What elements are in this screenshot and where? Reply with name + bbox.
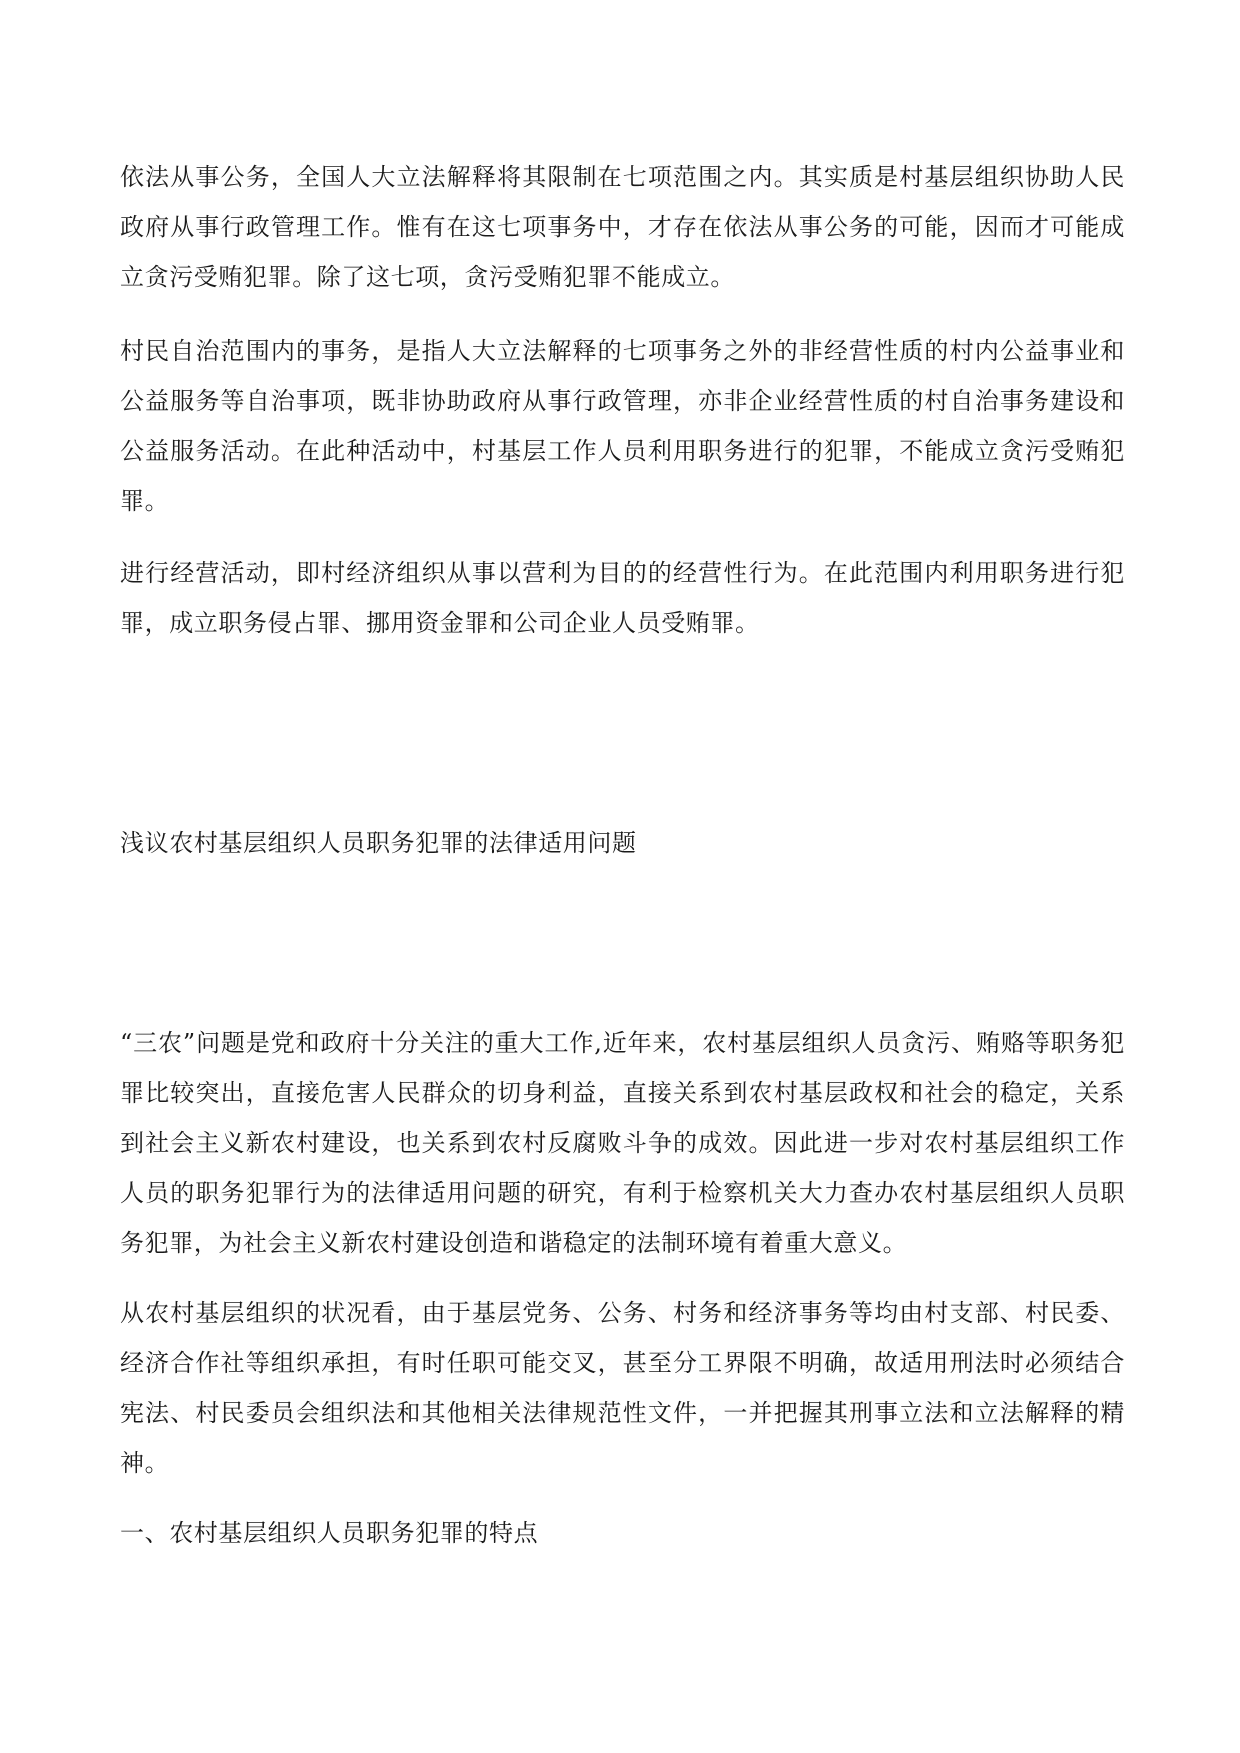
paragraph-public-duty: 依法从事公务，全国人大立法解释将其限制在七项范围之内。其实质是村基层组织协助人民政府从事行政管理工作。惟有在这七项事务中，才存在依法从事公务的可能，因而才可能成立贪污受贿犯罪。除了这七项，贪污受贿犯罪不能成立。 xyxy=(120,163,1125,291)
paragraph-village-autonomy: 村民自治范围内的事务，是指人大立法解释的七项事务之外的非经营性质的村内公益事业和公益服务等自治事项，既非协助政府从事行政管理，亦非企业经营性质的村自治事务建设和公益服务活动。在此种活动中，村基层工作人员利用职务进行的犯罪，不能成立贪污受贿犯罪。 xyxy=(120,337,1125,515)
section-heading: 一、农村基层组织人员职务犯罪的特点 xyxy=(120,1519,539,1547)
article-title: 浅议农村基层组织人员职务犯罪的法律适用问题 xyxy=(120,829,637,857)
paragraph-grassroots-organizations: 从农村基层组织的状况看，由于基层党务、公务、村务和经济事务等均由村支部、村民委、经济合作社等组织承担，有时任职可能交叉，甚至分工界限不明确，故适用刑法时必须结合宪法、村民委员会组织法和其他相关法律规范性文件，一并把握其刑事立法和立法解释的精神。 xyxy=(120,1299,1125,1477)
paragraph-three-rural-issues: “三农”问题是党和政府十分关注的重大工作,近年来，农村基层组织人员贪污、贿赂等职务犯罪比较突出，直接危害人民群众的切身利益，直接关系到农村基层政权和社会的稳定，关系到社会主义新农村建设，也关系到农村反腐败斗争的成效。因此进一步对农村基层组织工作人员的职务犯罪行为的法律适用问题的研究，有利于检察机关大力查办农村基层组织人员职务犯罪，为社会主义新农村建设创造和谐稳定的法制环境有着重大意义。 xyxy=(120,1029,1125,1257)
paragraph-business-activity: 进行经营活动，即村经济组织从事以营利为目的的经营性行为。在此范围内利用职务进行犯罪，成立职务侵占罪、挪用资金罪和公司企业人员受贿罪。 xyxy=(120,559,1125,637)
